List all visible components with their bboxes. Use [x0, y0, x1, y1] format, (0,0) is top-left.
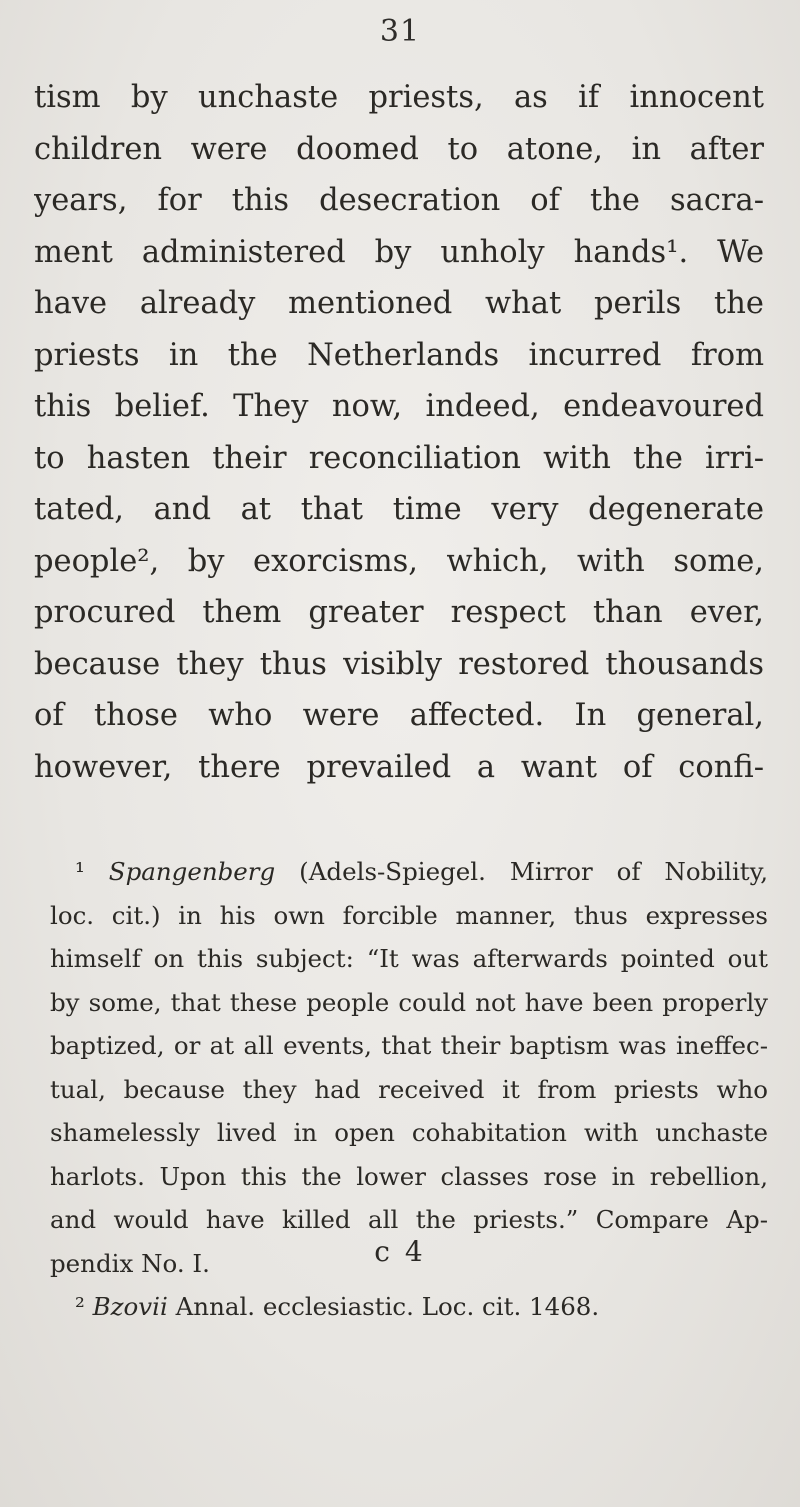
text-line: procured them greater respect than ever, [34, 595, 764, 630]
text-line: people², by exorcisms, which, with some, [34, 543, 764, 579]
text-line: tism by unchaste priests, as if innocent [34, 80, 764, 115]
text-line: ment administered by unholy hands¹. We [34, 234, 764, 270]
footnote-1-text: (Adels-Spiegel. Mirror of Nobility, [299, 857, 768, 886]
footnote-2-text: Annal. ecclesiastic. Loc. cit. 1468. [175, 1292, 600, 1321]
footnote-1-marker: ¹ [75, 857, 85, 886]
footnote-line: harlots. Upon this the lower classes rose in rebellion, [50, 1161, 768, 1191]
text-line: years, for this desecration of the sacra- [34, 183, 764, 218]
footnote-1-first-line [50, 850, 768, 894]
footnote-line: baptized, or at all events, that their baptism was ineffec- [50, 1031, 768, 1060]
footnote-line: tual, because they had received it from priests who [50, 1074, 768, 1104]
footnote-1-author: Spangenberg [108, 857, 276, 886]
footnote-line: shamelessly lived in open cohabitation with unchaste [50, 1118, 768, 1147]
main-text [34, 72, 764, 793]
footnote-line: pendix No. I. [50, 1248, 210, 1278]
text-line: have already mentioned what perils the [34, 286, 764, 321]
footnote-line: by some, that these people could not have been properly [50, 987, 768, 1017]
text-line: priests in the Netherlands incurred from [34, 337, 764, 373]
signature-mark: c 4 [374, 1235, 426, 1268]
text-line: children were doomed to atone, in after [34, 131, 764, 167]
text-line: to hasten their reconciliation with the irri- [34, 440, 764, 476]
text-line: because they thus visibly restored thousands [34, 646, 764, 682]
text-line: however, there prevailed a want of confi- [34, 749, 764, 785]
text-line: tated, and at that time very degenerate [34, 492, 764, 527]
footnote-2 [50, 1285, 768, 1329]
footnote-line: loc. cit.) in his own forcible manner, thus expresses [50, 900, 768, 930]
footnote-2-marker: ² [75, 1292, 85, 1321]
page-number: 31 [379, 14, 421, 49]
text-line: of those who were affected. In general, [34, 698, 764, 733]
text-line: this belief. They now, indeed, endeavoured [34, 389, 764, 424]
footnote-line: himself on this subject: “It was afterwards pointed out [50, 944, 768, 973]
footnote-line: and would have killed all the priests.” Compare Ap- [50, 1205, 768, 1234]
footnote-2-author: Bzovii [92, 1292, 168, 1321]
